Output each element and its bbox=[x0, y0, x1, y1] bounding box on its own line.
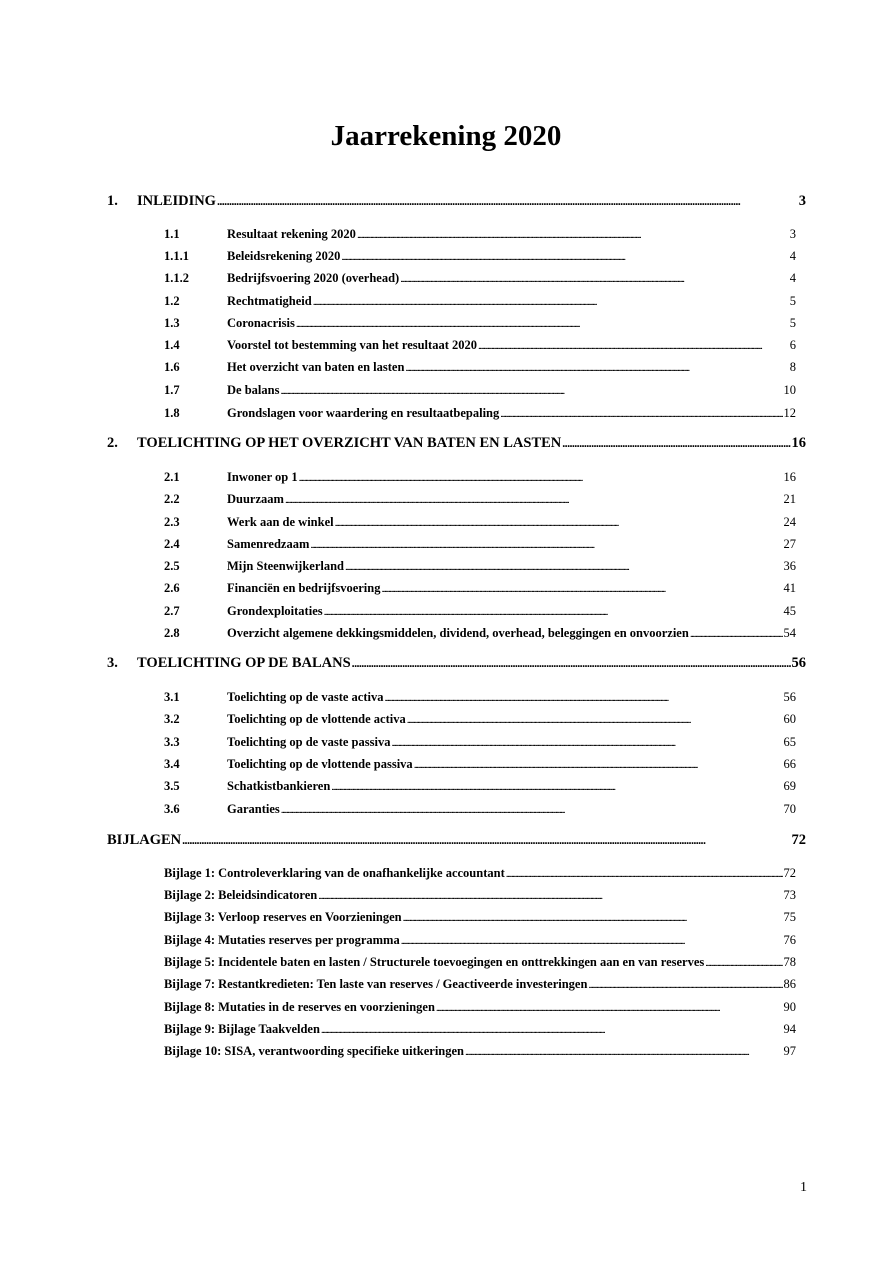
toc-entry-title: Bijlage 1: Controleverklaring van de onafhankelijke accountant bbox=[164, 866, 505, 880]
toc-section-title: TOELICHTING OP DE BALANS bbox=[137, 655, 351, 671]
toc-leader-dots bbox=[405, 360, 788, 375]
toc-leader-dots bbox=[310, 537, 782, 552]
toc-appendix-entry[interactable] bbox=[164, 1000, 796, 1015]
toc-entry-title: Bijlage 5: Incidentele baten en lasten / Structurele toevoegingen en onttrekkingen aan en van reserves bbox=[164, 955, 705, 969]
toc-entry[interactable] bbox=[164, 492, 796, 507]
toc-entry-title: Mijn Steenwijkerland bbox=[227, 559, 345, 573]
toc-leader-dots bbox=[465, 1044, 783, 1059]
toc-entry-number: 2.3 bbox=[164, 515, 180, 529]
toc-leader-dots bbox=[414, 757, 783, 772]
toc-entry-title: Bijlage 9: Bijlage Taakvelden bbox=[164, 1022, 320, 1036]
toc-entry-title: Resultaat rekening 2020 bbox=[227, 227, 356, 241]
toc-entry-page: 10 bbox=[783, 383, 796, 397]
toc-leader-dots bbox=[299, 470, 783, 485]
toc-appendix-entry[interactable] bbox=[164, 977, 796, 992]
toc-entry-title: Inwoner op 1 bbox=[227, 470, 298, 484]
toc-leader-dots bbox=[285, 492, 783, 507]
toc-entry-title: Financiën en bedrijfsvoering bbox=[227, 581, 381, 595]
toc-leader-dots bbox=[588, 977, 782, 992]
toc-section-title: INLEIDING bbox=[137, 193, 216, 209]
toc-entry-page: 72 bbox=[783, 866, 796, 880]
toc-entry-number: 2.5 bbox=[164, 559, 180, 573]
toc-entry[interactable] bbox=[164, 383, 796, 398]
toc-entry-title: Toelichting op de vaste activa bbox=[227, 690, 384, 704]
toc-entry[interactable] bbox=[164, 406, 796, 421]
toc-entry-number: 1.1.1 bbox=[164, 249, 189, 263]
toc-leader-dots bbox=[341, 249, 788, 264]
toc-entry-page: 4 bbox=[789, 271, 796, 285]
toc-entry-number: 3.2 bbox=[164, 712, 180, 726]
toc-entry[interactable] bbox=[164, 271, 796, 286]
toc-leader-dots bbox=[345, 559, 782, 574]
toc-entry-title: De balans bbox=[227, 383, 280, 397]
toc-entry-title: Bedrijfsvoering 2020 (overhead) bbox=[227, 271, 400, 285]
toc-entry-page: 5 bbox=[789, 316, 796, 330]
toc-entry-number: 2.4 bbox=[164, 537, 180, 551]
toc-entry-title: Garanties bbox=[227, 802, 280, 816]
toc-leader-dots bbox=[500, 406, 782, 421]
toc-entry-page: 5 bbox=[789, 294, 796, 308]
toc-entry-title: Schatkistbankieren bbox=[227, 779, 331, 793]
toc-entry[interactable] bbox=[164, 626, 796, 641]
toc-entry-page: 97 bbox=[783, 1044, 796, 1058]
toc-leader-dots bbox=[436, 1000, 783, 1015]
toc-section-number: 3. bbox=[107, 655, 118, 671]
toc-entry-number: 1.7 bbox=[164, 383, 180, 397]
toc-section-number: 2. bbox=[107, 435, 118, 451]
toc-leader-dots bbox=[357, 227, 789, 242]
toc-entry[interactable] bbox=[164, 690, 796, 705]
toc-appendix-entry[interactable] bbox=[164, 866, 796, 881]
toc-leader-dots bbox=[384, 690, 782, 705]
toc-entry-number: 2.6 bbox=[164, 581, 180, 595]
toc-entry-number: 3.3 bbox=[164, 735, 180, 749]
toc-entry-number: 2.1 bbox=[164, 470, 180, 484]
toc-entry-title: Beleidsrekening 2020 bbox=[227, 249, 341, 263]
toc-appendix-entry[interactable] bbox=[164, 955, 796, 970]
toc-entry-page: 4 bbox=[789, 249, 796, 263]
toc-leader-dots bbox=[705, 955, 782, 970]
toc-section-1[interactable] bbox=[107, 193, 806, 210]
toc-leader-dots bbox=[478, 338, 789, 353]
toc-leader-dots bbox=[324, 604, 783, 619]
toc-entry[interactable] bbox=[164, 515, 796, 530]
toc-entry[interactable] bbox=[164, 537, 796, 552]
toc-leader-dots bbox=[506, 866, 783, 881]
toc-entry-number: 3.5 bbox=[164, 779, 180, 793]
toc-page-number: 3 bbox=[798, 193, 806, 209]
toc-section-2[interactable] bbox=[107, 435, 806, 452]
document-title: Jaarrekening 2020 bbox=[330, 120, 562, 152]
toc-entry-number: 2.8 bbox=[164, 626, 180, 640]
toc-entry-page: 90 bbox=[783, 1000, 796, 1014]
toc-leader-dots bbox=[407, 712, 783, 727]
toc-entry-number: 3.4 bbox=[164, 757, 180, 771]
toc-leader-dots bbox=[335, 515, 783, 530]
toc-entry-page: 21 bbox=[783, 492, 796, 506]
toc-appendix-entry[interactable] bbox=[164, 1044, 796, 1059]
toc-entry[interactable] bbox=[164, 470, 796, 485]
toc-entry[interactable] bbox=[164, 757, 796, 772]
toc-entry[interactable] bbox=[164, 779, 796, 794]
toc-entry-number: 1.8 bbox=[164, 406, 180, 420]
toc-entry-page: 41 bbox=[783, 581, 796, 595]
toc-entry-page: 12 bbox=[783, 406, 796, 420]
toc-section-title: TOELICHTING OP HET OVERZICHT VAN BATEN EN LASTEN bbox=[137, 435, 562, 451]
toc-entry-number: 1.3 bbox=[164, 316, 180, 330]
toc-entry[interactable] bbox=[164, 316, 796, 331]
toc-page-number: 56 bbox=[791, 655, 806, 671]
toc-leader-dots bbox=[352, 655, 791, 672]
toc-leader-dots bbox=[321, 1022, 783, 1037]
toc-entry-title: Grondslagen voor waardering en resultaatbepaling bbox=[227, 406, 500, 420]
toc-leader-dots bbox=[403, 910, 783, 925]
toc-entry-page: 6 bbox=[789, 338, 796, 352]
toc-appendix-entry[interactable] bbox=[164, 910, 796, 925]
toc-leader-dots bbox=[331, 779, 782, 794]
toc-entry-title: Werk aan de winkel bbox=[227, 515, 334, 529]
toc-entry-title: Toelichting op de vaste passiva bbox=[227, 735, 391, 749]
toc-leader-dots bbox=[217, 193, 798, 210]
toc-entry-page: 54 bbox=[783, 626, 796, 640]
toc-leader-dots bbox=[296, 316, 789, 331]
toc-entry-page: 60 bbox=[783, 712, 796, 726]
toc-entry-title: Bijlage 7: Restantkredieten: Ten laste van reserves / Geactiveerde investeringen bbox=[164, 977, 588, 991]
toc-entry-number: 3.6 bbox=[164, 802, 180, 816]
toc-entry-page: 56 bbox=[783, 690, 796, 704]
toc-entry-title: Bijlage 3: Verloop reserves en Voorzieningen bbox=[164, 910, 402, 924]
toc-entry-title: Grondexploitaties bbox=[227, 604, 323, 618]
toc-entry[interactable] bbox=[164, 802, 796, 817]
toc-leader-dots bbox=[381, 581, 782, 596]
toc-leader-dots bbox=[400, 271, 789, 286]
toc-entry-number: 1.4 bbox=[164, 338, 180, 352]
toc-entry-title: Bijlage 8: Mutaties in de reserves en voorzieningen bbox=[164, 1000, 435, 1014]
toc-leader-dots bbox=[562, 435, 790, 452]
toc-entry-page: 36 bbox=[783, 559, 796, 573]
toc-entry[interactable] bbox=[164, 294, 796, 309]
toc-entry[interactable] bbox=[164, 712, 796, 727]
toc-entry[interactable] bbox=[164, 338, 796, 353]
toc-entry-number: 2.2 bbox=[164, 492, 180, 506]
toc-entry-page: 3 bbox=[789, 227, 796, 241]
toc-entry-title: Toelichting op de vlottende passiva bbox=[227, 757, 413, 771]
toc-section-3[interactable] bbox=[107, 655, 806, 672]
toc-leader-dots bbox=[690, 626, 783, 641]
toc-leader-dots bbox=[401, 933, 783, 948]
toc-entry-title: Samenredzaam bbox=[227, 537, 310, 551]
toc-leader-dots bbox=[318, 888, 782, 903]
toc-appendices[interactable] bbox=[107, 832, 806, 849]
toc-entry-title: Het overzicht van baten en lasten bbox=[227, 360, 405, 374]
toc-entry-page: 45 bbox=[783, 604, 796, 618]
toc-page-number: 72 bbox=[791, 832, 806, 848]
toc-entry[interactable] bbox=[164, 581, 796, 596]
toc-entry-title: Coronacrisis bbox=[227, 316, 295, 330]
toc-leader-dots bbox=[391, 735, 782, 750]
toc-entry[interactable] bbox=[164, 735, 796, 750]
toc-entry[interactable] bbox=[164, 604, 796, 619]
toc-entry-title: Voorstel tot bestemming van het resultaat 2020 bbox=[227, 338, 477, 352]
toc-entry-page: 69 bbox=[783, 779, 796, 793]
toc-section-title: BIJLAGEN bbox=[107, 832, 182, 848]
toc-entry-number: 2.7 bbox=[164, 604, 180, 618]
toc-entry-title: Bijlage 2: Beleidsindicatoren bbox=[164, 888, 318, 902]
toc-entry-title: Rechtmatigheid bbox=[227, 294, 312, 308]
toc-appendix-entry[interactable] bbox=[164, 933, 796, 948]
toc-entry-number: 1.1 bbox=[164, 227, 180, 241]
toc-entry-page: 76 bbox=[783, 933, 796, 947]
toc-entry-number: 1.1.2 bbox=[164, 271, 189, 285]
toc-appendix-entry[interactable] bbox=[164, 1022, 796, 1037]
toc-entry-title: Bijlage 4: Mutaties reserves per programma bbox=[164, 933, 400, 947]
toc-section-number: 1. bbox=[107, 193, 118, 209]
toc-entry[interactable] bbox=[164, 360, 796, 375]
toc-entry-page: 65 bbox=[783, 735, 796, 749]
toc-entry-page: 73 bbox=[783, 888, 796, 902]
toc-leader-dots bbox=[281, 802, 783, 817]
toc-entry-page: 78 bbox=[783, 955, 796, 969]
toc-entry-number: 1.2 bbox=[164, 294, 180, 308]
toc-entry-number: 1.6 bbox=[164, 360, 180, 374]
toc-leader-dots bbox=[182, 832, 790, 849]
toc-entry-title: Duurzaam bbox=[227, 492, 284, 506]
page-number: 1 bbox=[800, 1180, 807, 1195]
toc-appendix-entry[interactable] bbox=[164, 888, 796, 903]
toc-entry-number: 3.1 bbox=[164, 690, 180, 704]
toc-entry-title: Toelichting op de vlottende activa bbox=[227, 712, 406, 726]
toc-entry-page: 8 bbox=[789, 360, 796, 374]
toc-entry-page: 24 bbox=[783, 515, 796, 529]
toc-entry-page: 75 bbox=[783, 910, 796, 924]
toc-page-number: 16 bbox=[791, 435, 806, 451]
toc-entry-page: 86 bbox=[783, 977, 796, 991]
toc-entry-page: 66 bbox=[783, 757, 796, 771]
toc-entry[interactable] bbox=[164, 227, 796, 242]
toc-entry-page: 70 bbox=[783, 802, 796, 816]
toc-entry[interactable] bbox=[164, 249, 796, 264]
toc-entry-page: 16 bbox=[783, 470, 796, 484]
toc-entry[interactable] bbox=[164, 559, 796, 574]
toc-leader-dots bbox=[313, 294, 789, 309]
toc-entry-page: 27 bbox=[783, 537, 796, 551]
toc-leader-dots bbox=[280, 383, 782, 398]
toc-entry-title: Overzicht algemene dekkingsmiddelen, dividend, overhead, beleggingen en onvoorzien bbox=[227, 626, 689, 640]
toc-entry-title: Bijlage 10: SISA, verantwoording specifieke uitkeringen bbox=[164, 1044, 464, 1058]
toc-entry-page: 94 bbox=[783, 1022, 796, 1036]
